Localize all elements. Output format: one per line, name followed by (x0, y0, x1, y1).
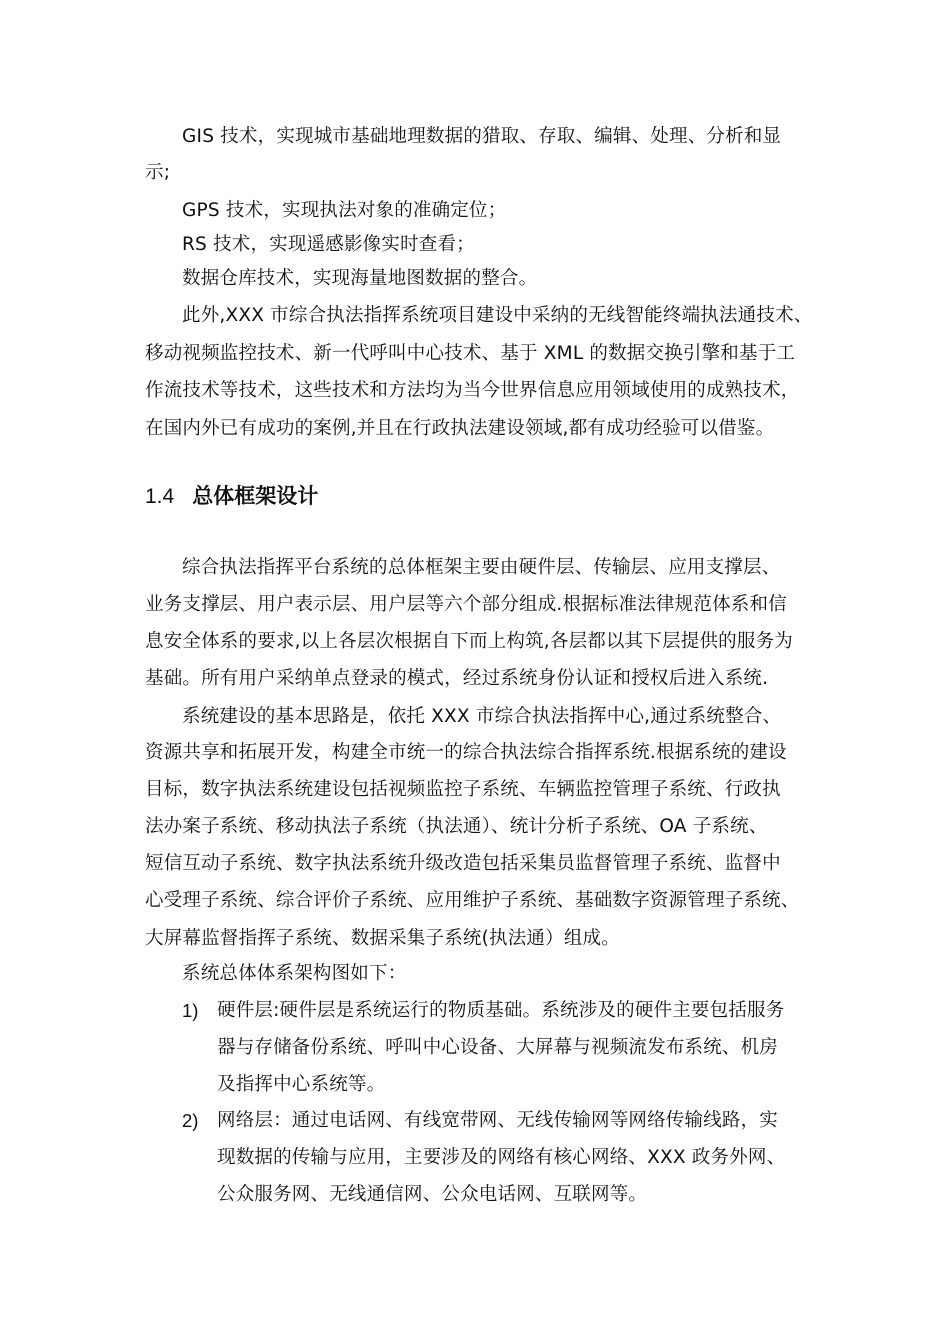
intro-line: RS 技术，实现遥感影像实时查看； (182, 234, 475, 255)
intro-line: 此外,XXX 市综合执法指挥系统项目建设中采纳的无线智能终端执法通技术、 (182, 305, 813, 326)
body-line: 大屏幕监督指挥子系统、数据采集子系统(执法通）组成。 (145, 928, 620, 949)
intro-line: GIS 技术，实现城市基础地理数据的猎取、存取、编辑、处理、分析和显 (182, 126, 782, 147)
list-marker: 1) (182, 1000, 199, 1021)
body-line: 业务支撑层、用户表示层、用户层等六个部分组成.根据标准法律规范体系和信 (145, 594, 787, 615)
intro-line: GPS 技术，实现执法对象的准确定位； (182, 200, 507, 221)
intro-line: 数据仓库技术，实现海量地图数据的整合。 (182, 268, 538, 289)
body-line: 系统总体体系架构图如下： (182, 963, 407, 984)
body-line: 综合执法指挥平台系统的总体框架主要由硬件层、传输层、应用支撑层、 (182, 557, 781, 578)
intro-line: 作流技术等技术，这些技术和方法均为当今世界信息应用领域使用的成熟技术， (145, 380, 800, 401)
body-line: 目标，数字执法系统建设包括视频监控子系统、车辆监控管理子系统、行政执 (145, 779, 781, 800)
body-line: 心受理子系统、综合评价子系统、应用维护子系统、基础数字资源管理子系统、 (145, 890, 800, 911)
section-title: 总体框架设计 (192, 484, 319, 508)
list-item-line: 网络层：通过电话网、有线宽带网、无线传输网等网络传输线路，实 (217, 1110, 779, 1131)
intro-line: 在国内外已有成功的案例,并且在行政执法建设领域,都有成功经验可以借鉴。 (145, 418, 775, 439)
intro-line: 移动视频监控技术、新一代呼叫中心技术、基于 XML 的数据交换引擎和基于工 (145, 343, 796, 364)
intro-line: 示; (145, 162, 171, 183)
section-heading (145, 482, 318, 511)
list-item-line: 公众服务网、无线通信网、公众电话网、互联网等。 (217, 1184, 648, 1205)
body-line: 系统建设的基本思路是，依托 XXX 市综合执法指挥中心,通过系统整合、 (182, 706, 782, 727)
list-item-line: 硬件层:硬件层是系统运行的物质基础。系统涉及的硬件主要包括服务 (217, 1000, 785, 1021)
list-marker: 2) (182, 1110, 199, 1131)
body-line: 法办案子系统、移动执法子系统（执法通）、统计分析子系统、OA 子系统、 (145, 816, 768, 837)
list-item-line: 现数据的传输与应用，主要涉及的网络有核心网络、XXX 政务外网、 (217, 1147, 786, 1168)
body-line: 息安全体系的要求,以上各层次根据自下而上构筑,各层都以其下层提供的服务为 (145, 631, 793, 652)
list-item-line: 及指挥中心系统等。 (217, 1074, 386, 1095)
body-line: 资源共享和拓展开发，构建全市统一的综合执法综合指挥系统.根据系统的建设 (145, 742, 787, 763)
body-line: 基础。所有用户采纳单点登录的模式，经过系统身份认证和授权后进入系统. (145, 668, 769, 689)
body-line: 短信互动子系统、数字执法系统升级改造包括采集员监督管理子系统、监督中 (145, 853, 781, 874)
section-number: 1.4 (145, 485, 175, 508)
list-item-line: 器与存储备份系统、呼叫中心设备、大屏幕与视频流发布系统、机房 (217, 1037, 779, 1058)
